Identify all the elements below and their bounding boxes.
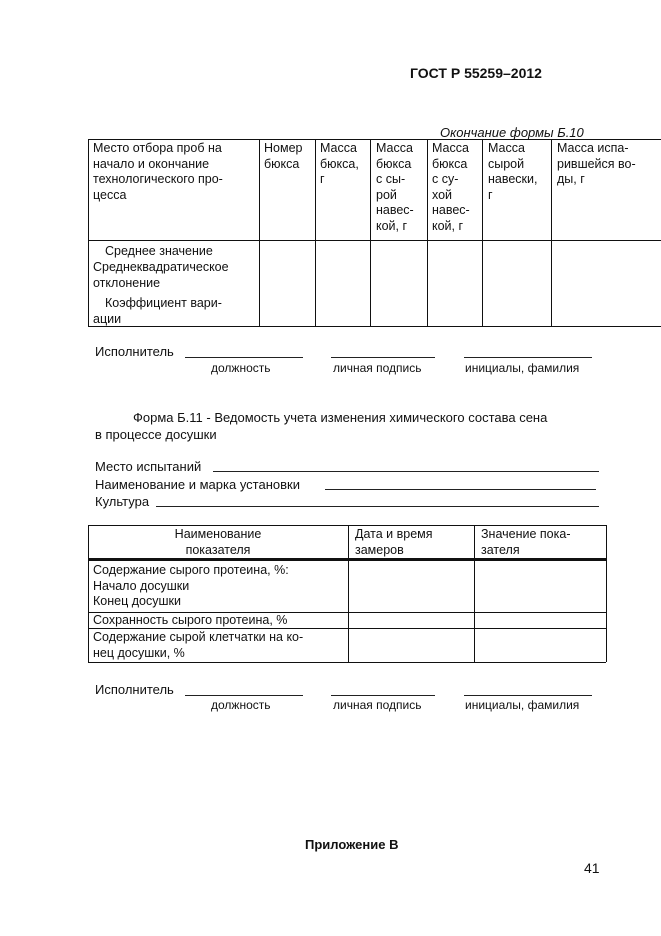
signature-line[interactable] <box>331 695 435 696</box>
table1-header-sample-mass: Масса сырой навески, г <box>488 141 538 202</box>
table1-caption: Окончание формы Б.10 <box>440 125 584 140</box>
table1-header-cup-mass: Масса бюкса, г <box>320 141 359 186</box>
table2-row-protein-preservation: Сохранность сырого протеина, % <box>93 613 288 627</box>
table2-header-divider <box>88 558 606 561</box>
executor-label: Исполнитель <box>95 344 174 359</box>
table1-col-line <box>370 139 371 326</box>
position-line[interactable] <box>185 357 303 358</box>
table1-header-wet-mass: Масса бюкса с сы- рой навес- кой, г <box>376 141 414 233</box>
table2-row-protein-content: Содержание сырого протеина, %: Начало досушки Конец досушки <box>93 563 289 608</box>
table1-col-line <box>315 139 316 326</box>
crop-line[interactable] <box>156 506 599 507</box>
executor-label: Исполнитель <box>95 682 174 697</box>
table1-header-cup-number: Номер бюкса <box>264 141 303 171</box>
name-caption: инициалы, фамилия <box>465 698 580 712</box>
position-caption: должность <box>211 698 271 712</box>
table1-header-location: Место отбора проб на начало и окончание технологического про- цесса <box>93 141 223 202</box>
table2-row-fiber-content: Содержание сырой клетчатки на ко- нец досушки, % <box>93 630 304 660</box>
name-caption: инициалы, фамилия <box>465 361 580 375</box>
test-site-line[interactable] <box>213 471 599 472</box>
table1-row-mean: Среднее значение <box>105 244 213 258</box>
table2-top-border <box>88 525 606 526</box>
table1-top-border <box>88 139 661 140</box>
signature-line[interactable] <box>331 357 435 358</box>
installation-line[interactable] <box>325 489 596 490</box>
table1-header-evaporated-water: Масса испа- рившейся во- ды, г <box>557 141 636 186</box>
position-caption: должность <box>211 361 271 375</box>
table2-bottom-border <box>88 662 606 663</box>
appendix-title: Приложение В <box>305 837 399 852</box>
table1-header-dry-mass: Масса бюкса с су- хой навес- кой, г <box>432 141 470 233</box>
name-line[interactable] <box>464 357 592 358</box>
table2-header-datetime: Дата и время замеров <box>355 527 433 557</box>
table2-col-line <box>606 525 607 662</box>
signature-caption: личная подпись <box>333 361 422 375</box>
standard-number: ГОСТ Р 55259–2012 <box>410 65 542 81</box>
table2-header-indicator: Наименование показателя <box>174 527 262 557</box>
table2-col-line <box>348 525 349 662</box>
table2-col-line <box>474 525 475 662</box>
table1-row-variation: Коэффициент вари- ации <box>93 296 222 326</box>
table2-header-value: Значение пока- зателя <box>481 527 571 557</box>
position-line[interactable] <box>185 695 303 696</box>
table1-col-line <box>551 139 552 326</box>
name-line[interactable] <box>464 695 592 696</box>
table1-col-line <box>259 139 260 326</box>
table1-col-line <box>427 139 428 326</box>
page-number: 41 <box>584 860 600 876</box>
form-title: Форма Б.11 - Ведомость учета изменения химического состава сена в процессе досушки <box>95 410 548 442</box>
field-test-site-label: Место испытаний <box>95 459 202 474</box>
table1-header-divider <box>88 240 661 241</box>
field-installation-label: Наименование и марка установки <box>95 477 300 492</box>
table1-row-std-dev: Среднеквадратическое отклонение <box>93 260 229 290</box>
field-crop-label: Культура <box>95 494 150 509</box>
signature-caption: личная подпись <box>333 698 422 712</box>
table1-col-line <box>88 139 89 326</box>
table1-col-line <box>482 139 483 326</box>
